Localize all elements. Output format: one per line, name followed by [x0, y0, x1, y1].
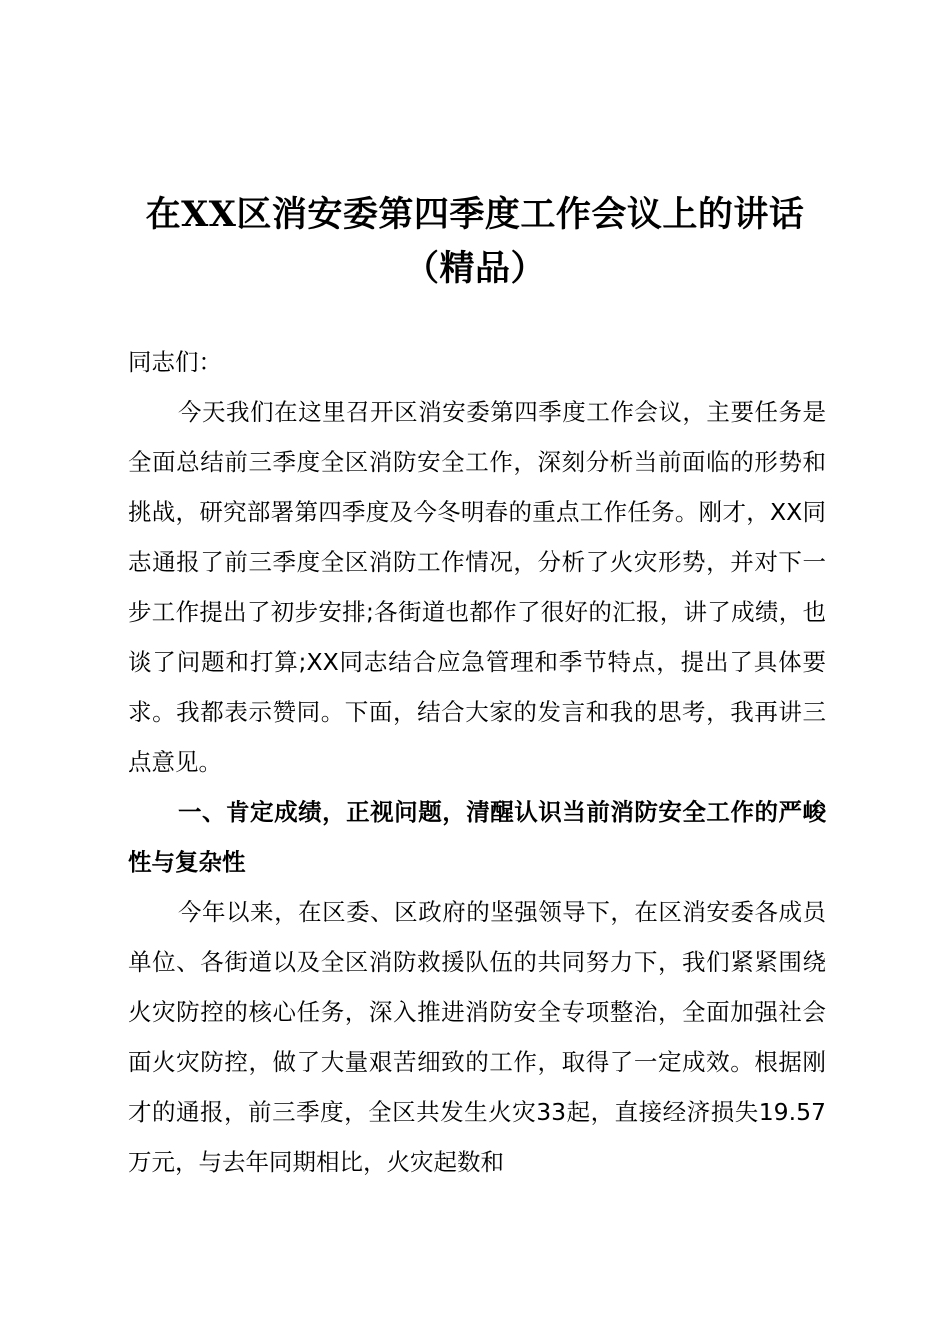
document-body [128, 337, 826, 1187]
section-heading: 一、肯定成绩，正视问题，清醒认识当前消防安全工作的严峻性与复杂性 [128, 798, 826, 876]
salutation: 同志们： [128, 348, 222, 376]
opening-paragraph: 今天我们在这里召开区消安委第四季度工作会议，主要任务是全面总结前三季度全区消防安全工作，深刻分析当前面临的形势和挑战，研究部署第四季度及今冬明春的重点工作任务。刚才，XX同志通报了前三季度全区消防工作情况，分析了火灾形势，并对下一步工作提出了初步安排;各街道也都作了很好的汇报，讲了成绩，也谈了问题和打算;XX同志结合应急管理和季节特点，提出了具体要求。我都表示赞同。下面，结合大家的发言和我的思考，我再讲三点意见。 [128, 398, 826, 776]
section-paragraph: 今年以来，在区委、区政府的坚强领导下，在区消安委各成员单位、各街道以及全区消防救援队伍的共同努力下，我们紧紧围绕火灾防控的核心任务，深入推进消防安全专项整治，全面加强社会面火灾防控，做了大量艰苦细致的工作，取得了一定成效。根据刚才的通报，前三季度，全区共发生火灾33起，直接经济损失19.57万元，与去年同期相比，火灾起数和 [128, 898, 826, 1176]
document-title: 在XX区消安委第四季度工作会议上的讲话（精品） [145, 194, 805, 289]
